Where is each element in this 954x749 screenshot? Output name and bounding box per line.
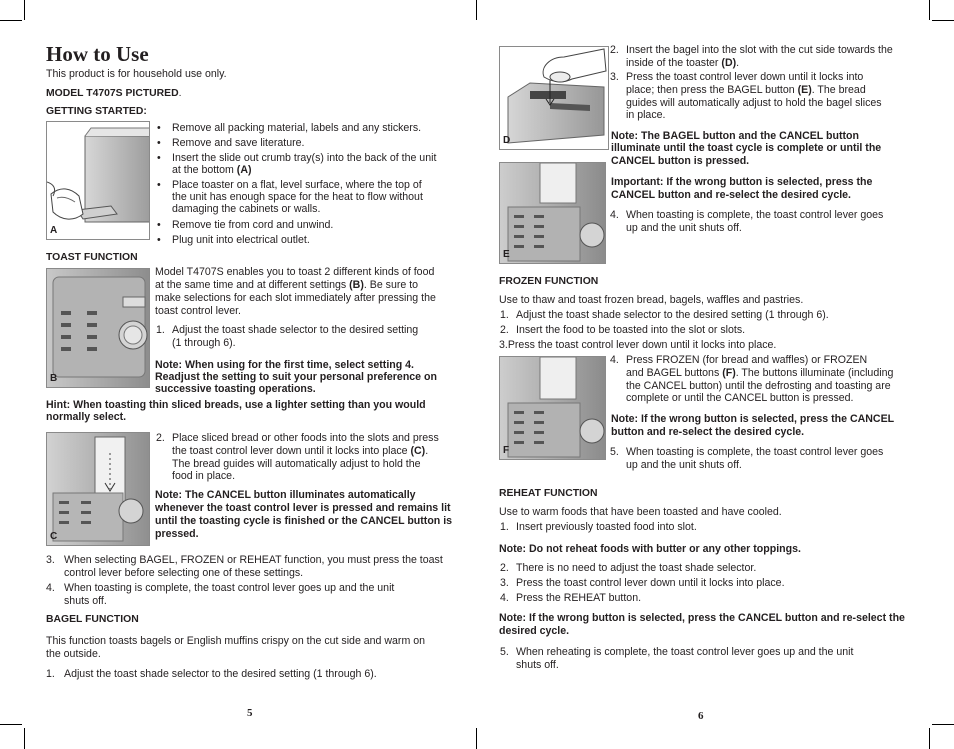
frozen-step-2: 2. Insert the food to be toasted into the slot or slots. bbox=[500, 324, 746, 336]
note-text: CANCEL button is pressed. bbox=[611, 155, 750, 167]
figure-e bbox=[499, 162, 606, 264]
figure-f bbox=[499, 356, 606, 460]
toast-step-4: 4. When toasting is complete, the toast control lever goes up and the unit shuts off. bbox=[46, 582, 395, 607]
bagel-function-heading: BAGEL FUNCTION bbox=[46, 614, 139, 625]
list-item: • Remove and save literature. bbox=[172, 137, 305, 150]
crop-mark bbox=[932, 20, 954, 21]
reheat-step-4: 4. Press the REHEAT button. bbox=[500, 592, 642, 604]
bagel-paragraph: the outside. bbox=[46, 648, 101, 660]
toast-step-2: 2. Place sliced bread or other foods into the slots and press the toast control lever down until it locks into place (C). The bread guides will automatically adjust to hold the food in place. bbox=[156, 432, 439, 483]
crop-mark bbox=[0, 20, 22, 21]
crop-mark bbox=[929, 728, 930, 749]
note-text: Note: If the wrong button is selected, press the CANCEL button and re-select the bbox=[499, 612, 905, 624]
important-text: CANCEL button and re-select the desired cycle. bbox=[611, 189, 851, 201]
note-text: Note: Do not reheat foods with butter or any other toppings. bbox=[499, 543, 801, 555]
frozen-step-3: 3.Press the toast control lever down until it locks into place. bbox=[499, 339, 777, 351]
important-text: Important: If the wrong button is selected, press the bbox=[611, 176, 873, 188]
note-text: whenever the toast control lever is pressed and remains lit bbox=[155, 502, 451, 514]
toast-paragraph: make selections for each slot immediately after pressing the bbox=[155, 292, 436, 304]
toaster-shade-selector-illustration bbox=[47, 269, 150, 388]
reheat-function-heading: REHEAT FUNCTION bbox=[499, 488, 598, 499]
toaster-bagel-button-illustration bbox=[500, 163, 606, 264]
page-number: 6 bbox=[698, 710, 704, 722]
frozen-paragraph: Use to thaw and toast frozen bread, bagels, waffles and pastries. bbox=[499, 294, 804, 306]
frozen-step-5: 5. When toasting is complete, the toast control lever goes up and the unit shuts off. bbox=[610, 446, 884, 471]
toast-paragraph: Model T4707S enables you to toast 2 different kinds of food bbox=[155, 266, 435, 278]
note-text: Readjust the setting to suit your personal preference on bbox=[155, 371, 437, 383]
toaster-frozen-button-illustration bbox=[500, 357, 606, 460]
crop-mark bbox=[929, 0, 930, 20]
figure-d bbox=[499, 46, 609, 150]
list-item-cont: at the bottom (A) bbox=[172, 164, 252, 176]
note-text: Note: The CANCEL button illuminates automatically bbox=[155, 489, 416, 501]
toast-paragraph: at the same time and at different settings (B). Be sure to bbox=[155, 279, 419, 291]
frozen-step-1: 1. Adjust the toast shade selector to the desired setting (1 through 6). bbox=[500, 309, 829, 321]
note-text: desired cycle. bbox=[499, 625, 570, 637]
model-label: MODEL T4707S PICTURED. bbox=[46, 88, 182, 99]
note-text: Note: If the wrong button is selected, press the CANCEL bbox=[611, 413, 895, 425]
getting-started-heading: GETTING STARTED: bbox=[46, 106, 147, 117]
figure-label: F bbox=[503, 445, 510, 457]
reheat-step-2: 2. There is no need to adjust the toast shade selector. bbox=[500, 562, 757, 574]
toaster-bread-slot-illustration bbox=[47, 433, 150, 546]
note-text: illuminate until the toast cycle is complete or until the bbox=[611, 142, 882, 154]
reheat-step-1: 1. Insert previously toasted food into slot. bbox=[500, 521, 697, 533]
figure-label: C bbox=[50, 531, 58, 543]
toaster-crumb-tray-illustration bbox=[47, 122, 150, 240]
note-text: successive toasting operations. bbox=[155, 383, 316, 395]
toast-function-heading: TOAST FUNCTION bbox=[46, 252, 138, 263]
figure-label: D bbox=[503, 135, 511, 147]
crop-mark bbox=[476, 728, 477, 749]
figure-label: A bbox=[50, 225, 58, 237]
bagel-step-1: 1. Adjust the toast shade selector to the desired setting (1 through 6). bbox=[46, 668, 377, 680]
figure-label: B bbox=[50, 373, 58, 385]
bagel-step-3: 3. Press the toast control lever down until it locks into place; then press the BAGEL button (E). The bread guides will automatically adjust to hold the bagel slices in place. bbox=[610, 71, 882, 122]
toast-step-3: 3. When selecting BAGEL, FROZEN or REHEAT function, you must press the toast control lever before selecting one of these settings. bbox=[46, 554, 443, 579]
list-item: • Remove tie from cord and unwind. bbox=[172, 219, 333, 232]
hint-text: Hint: When toasting thin sliced breads, use a lighter setting than you would bbox=[46, 399, 426, 411]
crop-mark bbox=[24, 0, 25, 20]
reheat-step-5: 5. When reheating is complete, the toast control lever goes up and the unit shuts off. bbox=[500, 646, 854, 671]
bagel-paragraph: This function toasts bagels or English muffins crispy on the cut side and warm on bbox=[46, 635, 426, 647]
frozen-step-4: 4. Press FROZEN (for bread and waffles) or FROZEN and BAGEL buttons (F). The buttons illuminate (including the CANCEL button) until the defrosting and toasting are complete or until the CANCEL button is pressed. bbox=[610, 354, 894, 405]
list-item: • Plug unit into electrical outlet. bbox=[172, 234, 310, 247]
toaster-bagel-insert-illustration bbox=[500, 47, 609, 150]
note-text: Note: When using for the first time, select setting 4. bbox=[155, 359, 414, 371]
figure-b bbox=[46, 268, 150, 388]
figure-label: E bbox=[503, 249, 510, 261]
crop-mark bbox=[24, 728, 25, 749]
list-item: • Place toaster on a flat, level surface, where the top of bbox=[172, 179, 422, 192]
figure-c bbox=[46, 432, 150, 546]
list-item: • Insert the slide out crumb tray(s) into the back of the unit bbox=[172, 152, 436, 165]
note-text: until the toasting cycle is finished or the CANCEL button is bbox=[155, 515, 453, 527]
note-text: pressed. bbox=[155, 528, 199, 540]
intro-text: This product is for household use only. bbox=[46, 68, 227, 80]
list-item-cont: the unit has enough space for the heat to flow without bbox=[172, 191, 423, 203]
toast-step-1: 1. Adjust the toast shade selector to the desired setting (1 through 6). bbox=[156, 324, 419, 349]
hint-text: normally select. bbox=[46, 411, 127, 423]
crop-mark bbox=[476, 0, 477, 20]
bagel-step-2: 2. Insert the bagel into the slot with the cut side towards the inside of the toaster (D). bbox=[610, 44, 893, 69]
note-text: button and re-select the desired cycle. bbox=[611, 426, 805, 438]
list-item-cont: damaging the cabinets or walls. bbox=[172, 203, 321, 215]
figure-a bbox=[46, 121, 150, 240]
crop-mark bbox=[932, 724, 954, 725]
list-item: • Remove all packing material, labels and any stickers. bbox=[172, 122, 421, 135]
note-text: Note: The BAGEL button and the CANCEL button bbox=[611, 130, 859, 142]
crop-mark bbox=[0, 724, 22, 725]
page-title: How to Use bbox=[46, 42, 149, 66]
reheat-step-3: 3. Press the toast control lever down until it locks into place. bbox=[500, 577, 785, 589]
toast-paragraph: toast control lever. bbox=[155, 305, 241, 317]
reheat-paragraph: Use to warm foods that have been toasted and have cooled. bbox=[499, 506, 782, 518]
page-number: 5 bbox=[247, 707, 253, 719]
bagel-step-4: 4. When toasting is complete, the toast control lever goes up and the unit shuts off. bbox=[610, 209, 884, 234]
frozen-function-heading: FROZEN FUNCTION bbox=[499, 276, 599, 287]
